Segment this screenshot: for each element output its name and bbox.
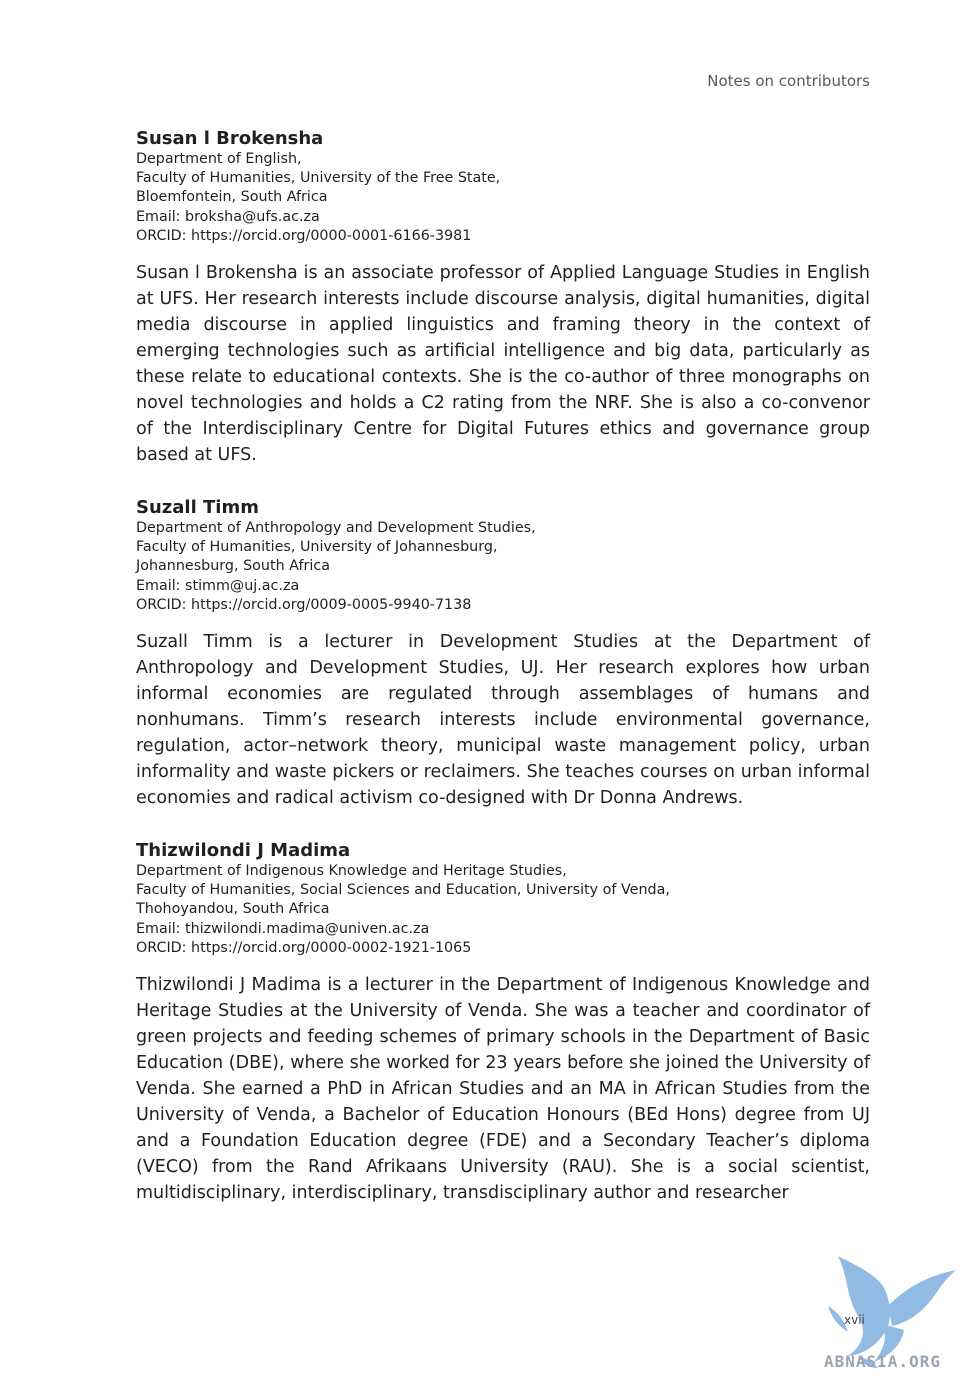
affiliation-orcid: ORCID: https://orcid.org/0000-0001-6166-3981 [136,227,472,244]
affiliation-email: Email: thizwilondi.madima@univen.ac.za [136,920,430,937]
affiliation-location: Thohoyandou, South Africa [136,901,330,918]
contributor-bio: Susan l Brokensha is an associate professor of Applied Language Studies in English at UFS. Her research interests include discourse analysis, digital humanities, digital media discourse in applied linguistics and framing theory in the context of emerging technologies such as artificial intelligence and big data, particularly as these relate to educational contexts. She is the co-author of three monographs on novel technologies and holds a C2 rating from the NRF. She is also a co-convenor of the Interdisciplinary Centre for Digital Futures ethics and governance group based at UFS. [136,263,870,466]
affiliation-department: Department of Anthropology and Development Studies, [136,520,536,537]
page-number: xvii [844,1313,865,1327]
affiliation-orcid: ORCID: https://orcid.org/0000-0002-1921-1065 [136,939,472,956]
affiliation-email: Email: broksha@ufs.ac.za [136,208,320,225]
contributors-list [136,128,870,1235]
watermark-text: ABNASIA.ORG [824,1352,941,1371]
contributor-name: Susan l Brokensha [136,128,324,149]
affiliation-department: Department of English, [136,151,302,167]
contributor-name: Thizwilondi J Madima [136,840,351,862]
affiliation-faculty: Faculty of Humanities, Social Sciences and Education, University of Venda, [136,882,670,899]
affiliation-faculty: Faculty of Humanities, University of Johannesburg, [136,539,498,556]
contributor-bio: Thizwilondi J Madima is a lecturer in the Department of Indigenous Knowledge and Heritage Studies at the University of Venda. She was a teacher and coordinator of green projects and feeding schemes of primary schools in the Department of Basic Education (DBE), where she worked for 23 years before she joined the University of Venda. She earned a PhD in African Studies and an MA in African Studies from the University of Venda, a Bachelor of Education Honours (BEd Hons) degree from UJ and a Foundation Education degree (FDE) and a Secondary Teacher’s diploma (VECO) from the Rand Afrikaans University (RAU). She is a social scientist, multidisciplinary, interdisciplinary, transdisciplinary author and researcher [136,975,870,1204]
running-header: Notes on contributors [707,72,870,90]
affiliation-email: Email: stimm@uj.ac.za [136,577,300,594]
affiliation-location: Johannesburg, South Africa [136,558,330,575]
affiliation-department: Department of Indigenous Knowledge and Heritage Studies, [136,863,567,880]
contributor-entry [136,497,870,811]
affiliation-faculty: Faculty of Humanities, University of the Free State, [136,170,501,187]
affiliation-location: Bloemfontein, South Africa [136,189,328,206]
contributor-entry [136,840,870,1206]
contributor-entry [136,128,870,468]
affiliation-orcid: ORCID: https://orcid.org/0009-0005-9940-7138 [136,596,472,613]
contributor-bio: Suzall Timm is a lecturer in Development Studies at the Department of Anthropology and Development Studies, UJ. Her research explores how urban informal economies are regulated through assemblages of humans and nonhumans. Timm’s research interests include environmental governance, regulation, actor–network theory, municipal waste management policy, urban informality and waste pickers or reclaimers. She teaches courses on urban informal economies and radical activism co-designed with Dr Donna Andrews. [136,632,870,809]
contributor-name: Suzall Timm [136,497,259,519]
